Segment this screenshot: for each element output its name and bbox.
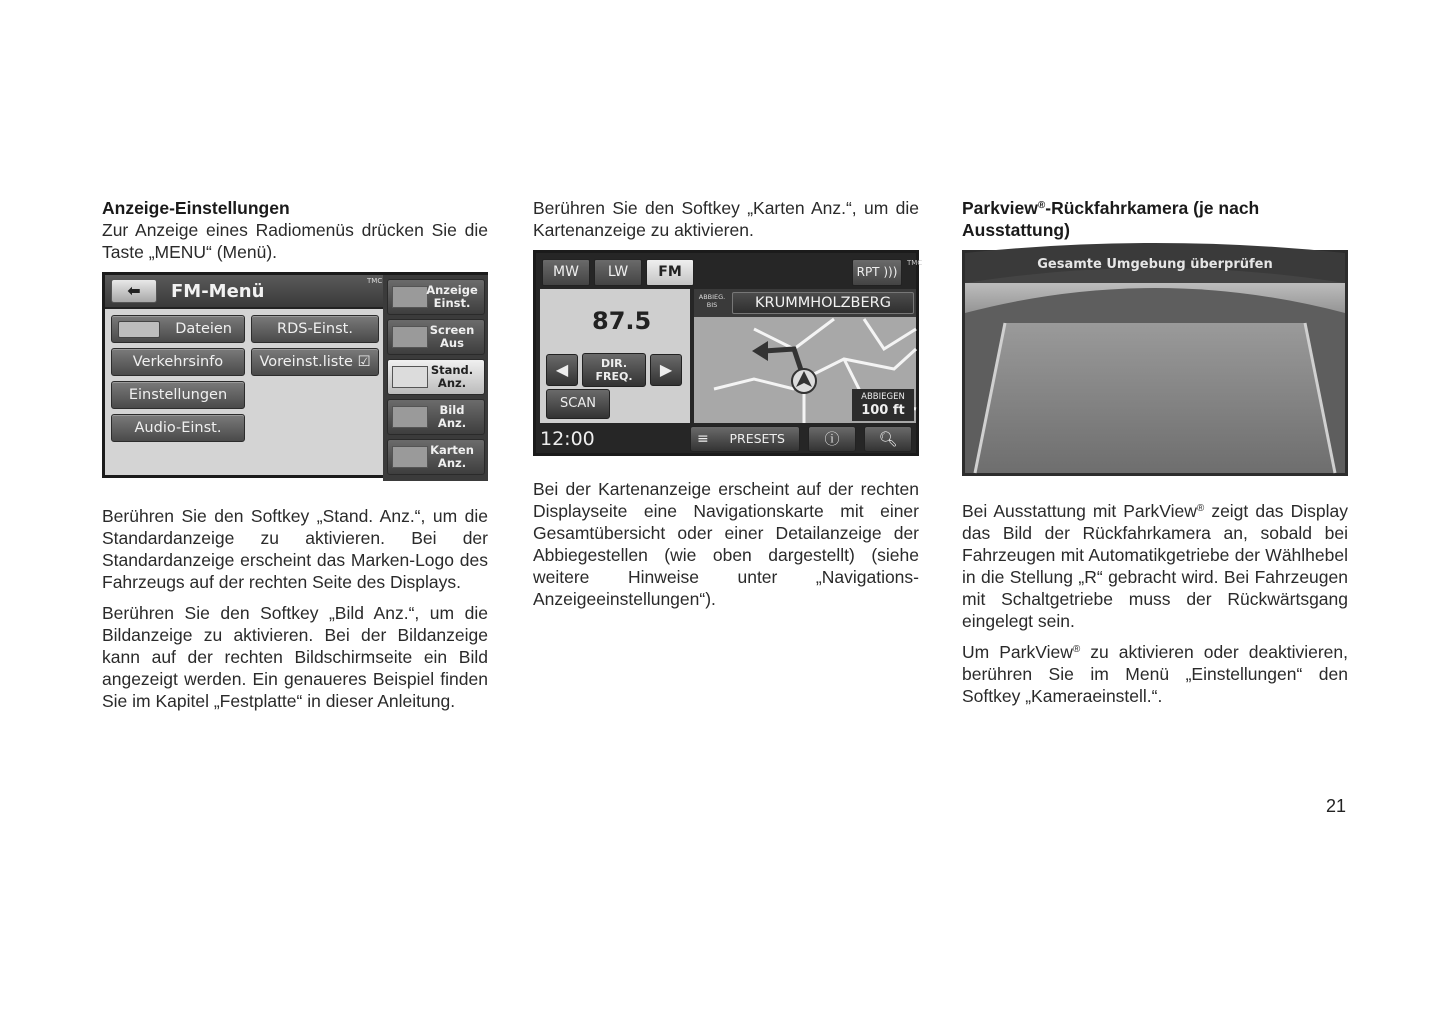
navigation-map [694, 289, 916, 423]
verkehrsinfo-button[interactable]: Verkehrsinfo [111, 348, 245, 376]
seek-down-button[interactable] [546, 354, 578, 386]
stand-anz-label: Stand. Anz. [430, 363, 474, 390]
radio-map-screenshot [533, 250, 923, 456]
zoom-button[interactable] [864, 426, 912, 452]
clock-display: 12:00 [540, 428, 595, 450]
presets-label: PRESETS [729, 431, 785, 446]
fm-side-menu [383, 275, 488, 481]
triangle-right-icon: ▶ [659, 360, 673, 379]
list-icon: ≡ [697, 431, 709, 447]
camera-warning-banner: Gesamte Umgebung überprüfen [1037, 257, 1273, 272]
radio-tuner-pane [540, 289, 690, 423]
page-number: 21 [1325, 796, 1346, 816]
standard-display-paragraph: Berühren Sie den Softkey „Stand. Anz.“, um die Standardanzeige zu aktivieren. Bei der Standardanzeige erscheint das Marken-Logo des Fahrzeugs auf der rechten Seite des Displays. [102, 506, 488, 592]
karten-anz-button[interactable] [387, 439, 485, 475]
map-display-icon [392, 446, 428, 468]
frequency-display: 87.5 [592, 307, 652, 335]
bild-anz-label: Bild Anz. [437, 403, 467, 430]
section-heading-parkview: Parkview®-Rückfahrkamera (je nach Ausstattung) [962, 198, 1260, 240]
rear-camera-screenshot [962, 250, 1348, 476]
info-icon: ⓘ [824, 430, 840, 448]
voreinst-liste-button[interactable] [251, 348, 379, 376]
tmc-indicator: TMC [367, 277, 383, 285]
screen-aus-button[interactable] [387, 319, 485, 355]
map-street-bar [694, 289, 916, 317]
intro-paragraph: Zur Anzeige eines Radiomenüs drücken Sie die Taste „MENU“ (Menü). [102, 220, 488, 262]
voreinst-label: Voreinst.liste [259, 354, 353, 370]
dateien-button[interactable] [111, 315, 245, 343]
fm-menu-title: FM-Menü [171, 281, 265, 302]
turn-distance-box [852, 389, 914, 421]
dateien-label: Dateien [175, 321, 232, 337]
section-heading-display-settings: Anzeige-Einstellungen [102, 198, 290, 218]
dir-freq-button[interactable]: DIR. FREQ. [582, 353, 646, 387]
tmc-indicator: TMC [907, 259, 923, 267]
radio-bottom-bar [536, 425, 916, 453]
turn-distance: 100 ft [861, 403, 905, 418]
street-name: KRUMMHOLZBERG [732, 292, 914, 314]
signal-icon: ))) [883, 265, 898, 279]
tab-mw[interactable]: MW [542, 259, 590, 286]
display-settings-icon [392, 286, 428, 308]
abbieg-bis-label: ABBIEG. BIS [698, 293, 726, 309]
fm-menu-pane [105, 309, 383, 475]
tab-fm[interactable]: FM [646, 259, 694, 286]
fm-menu-screenshot [102, 272, 488, 478]
column-middle [533, 197, 923, 610]
turn-label: ABBIEGEN [861, 392, 905, 402]
scan-button[interactable]: SCAN [546, 389, 610, 419]
fm-title-bar [105, 275, 383, 309]
camera-image [965, 253, 1345, 473]
stand-anz-button[interactable] [387, 359, 485, 395]
bild-anz-button[interactable] [387, 399, 485, 435]
standard-display-icon [392, 366, 428, 388]
rds-einst-button[interactable]: RDS-Einst. [251, 315, 379, 343]
picture-display-icon [392, 406, 428, 428]
info-button[interactable] [808, 426, 856, 452]
presets-button[interactable] [690, 426, 800, 452]
map-display-paragraph: Bei der Kartenanzeige erscheint auf der rechten Displayseite eine Navigationskarte mit einer Gesamtübersicht oder einer Detailanzeige der Abbiegestellen (wie oben dargestellt) (siehe weitere Hinweise unter „Navigations-Anzeigeeinstellungen“). [533, 479, 919, 609]
anzeige-einst-button[interactable] [387, 279, 485, 315]
zoom-icon: 🔍︎ [878, 430, 898, 448]
rpt-label: RPT [856, 265, 880, 279]
map-display-intro: Berühren Sie den Softkey „Karten Anz.“, um die Kartenanzeige zu aktivieren. [533, 198, 919, 240]
triangle-left-icon: ◀ [555, 360, 569, 379]
back-arrow-icon: ⬅ [127, 281, 141, 300]
parkview-paragraph-2: Um ParkView® zu aktivieren oder deaktivieren, berühren Sie im Menü „Einstellungen“ den Softkey „Kameraeinstell.“. [962, 642, 1348, 706]
picture-display-paragraph: Berühren Sie den Softkey „Bild Anz.“, um die Bildanzeige zu aktivieren. Bei der Bildanzeige kann auf der rechten Bildschirmseite ein Bild angezeigt werden. Ein genaueres Beispiel finden Sie im Kapitel „Festplatte“ in dieser Anleitung. [102, 603, 488, 711]
karten-anz-label: Karten Anz. [430, 443, 474, 470]
checkbox-icon: ☑ [357, 354, 371, 370]
parkview-paragraph-1: Bei Ausstattung mit ParkView® zeigt das Display das Bild der Rückfahrkamera an, sobald bei Fahrzeugen mit Automatikgetriebe der Wählhebel in die Stellung „R“ gebracht wird. Bei Fahrzeugen mit Schaltgetriebe muss der Rückwärtsgang eingelegt sein. [962, 501, 1348, 631]
column-left [102, 197, 488, 712]
back-button[interactable] [111, 279, 157, 303]
rpt-button[interactable] [852, 259, 902, 286]
audio-einst-button[interactable]: Audio-Einst. [111, 414, 245, 442]
screen-off-icon [392, 326, 428, 348]
files-icon [118, 321, 160, 338]
seek-up-button[interactable] [650, 354, 682, 386]
column-right [962, 197, 1348, 707]
tab-lw[interactable]: LW [594, 259, 642, 286]
einstellungen-button[interactable]: Einstellungen [111, 381, 245, 409]
screen-aus-label: Screen Aus [429, 323, 475, 350]
anzeige-einst-label: Anzeige Einst. [426, 283, 478, 310]
